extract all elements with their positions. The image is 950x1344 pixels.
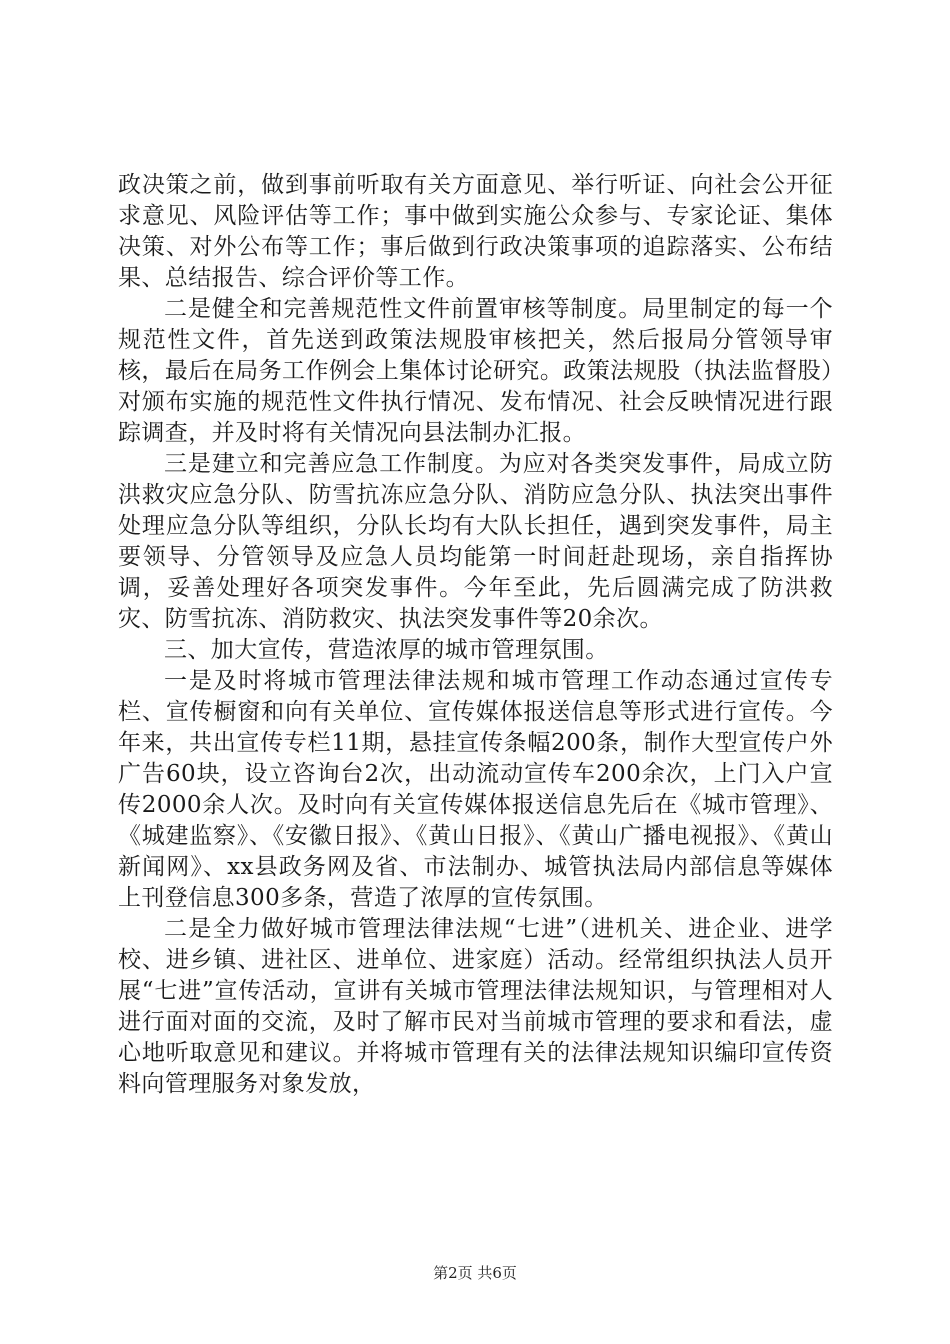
section-heading: 三、加大宣传，营造浓厚的城市管理氛围。 [164, 637, 609, 663]
document-body [118, 170, 833, 1100]
paragraph: 二是全力做好城市管理法律法规“七进”（进机关、进企业、进学校、进乡镇、进社区、进单位、进家庭）活动。经常组织执法人员开展“七进”宣传活动，宣讲有关城市管理法律法规知识，与管理相对人进行面对面的交流，及时了解市民对当前城市管理的要求和看法，虚心地听取意见和建议。并将城市管理有关的法律法规知识编印宣传资料向管理服务对象发放， [118, 916, 833, 1097]
page-number: 第2页 共6页 [433, 1264, 517, 1282]
paragraph: 三是建立和完善应急工作制度。为应对各类突发事件，局成立防洪救灾应急分队、防雪抗冻应急分队、消防应急分队、执法突出事件处理应急分队等组织，分队长均有大队长担任，遇到突发事件，局主要领导、分管领导及应急人员均能第一时间赶赴现场，亲自指挥协调，妥善处理好各项突发事件。今年至此，先后圆满完成了防洪救灾、防雪抗冻、消防救灾、执法突发事件等20余次。 [118, 451, 833, 632]
paragraph: 一是及时将城市管理法律法规和城市管理工作动态通过宣传专栏、宣传橱窗和向有关单位、宣传媒体报送信息等形式进行宣传。今年来，共出宣传专栏11期，悬挂宣传条幅200条，制作大型宣传户外广告60块，设立咨询台2次，出动流动宣传车200余次，上门入户宣传2000余人次。及时向有关宣传媒体报送信息先后在《城市管理》、《城建监察》、《安徽日报》、《黄山日报》、《黄山广播电视报》、《黄山新闻网》、xx县政务网及省、市法制办、城管执法局内部信息等媒体上刊登信息300多条，营造了浓厚的宣传氛围。 [118, 668, 833, 911]
paragraph: 二是健全和完善规范性文件前置审核等制度。局里制定的每一个规范性文件，首先送到政策法规股审核把关，然后报局分管领导审核，最后在局务工作例会上集体讨论研究。政策法规股（执法监督股）对颁布实施的规范性文件执行情况、发布情况、社会反映情况进行跟踪调查，并及时将有关情况向县法制办汇报。 [118, 296, 833, 446]
paragraph: 政决策之前，做到事前听取有关方面意见、举行听证、向社会公开征求意见、风险评估等工作；事中做到实施公众参与、专家论证、集体决策、对外公布等工作；事后做到行政决策事项的追踪落实、公布结果、总结报告、综合评价等工作。 [118, 172, 833, 291]
